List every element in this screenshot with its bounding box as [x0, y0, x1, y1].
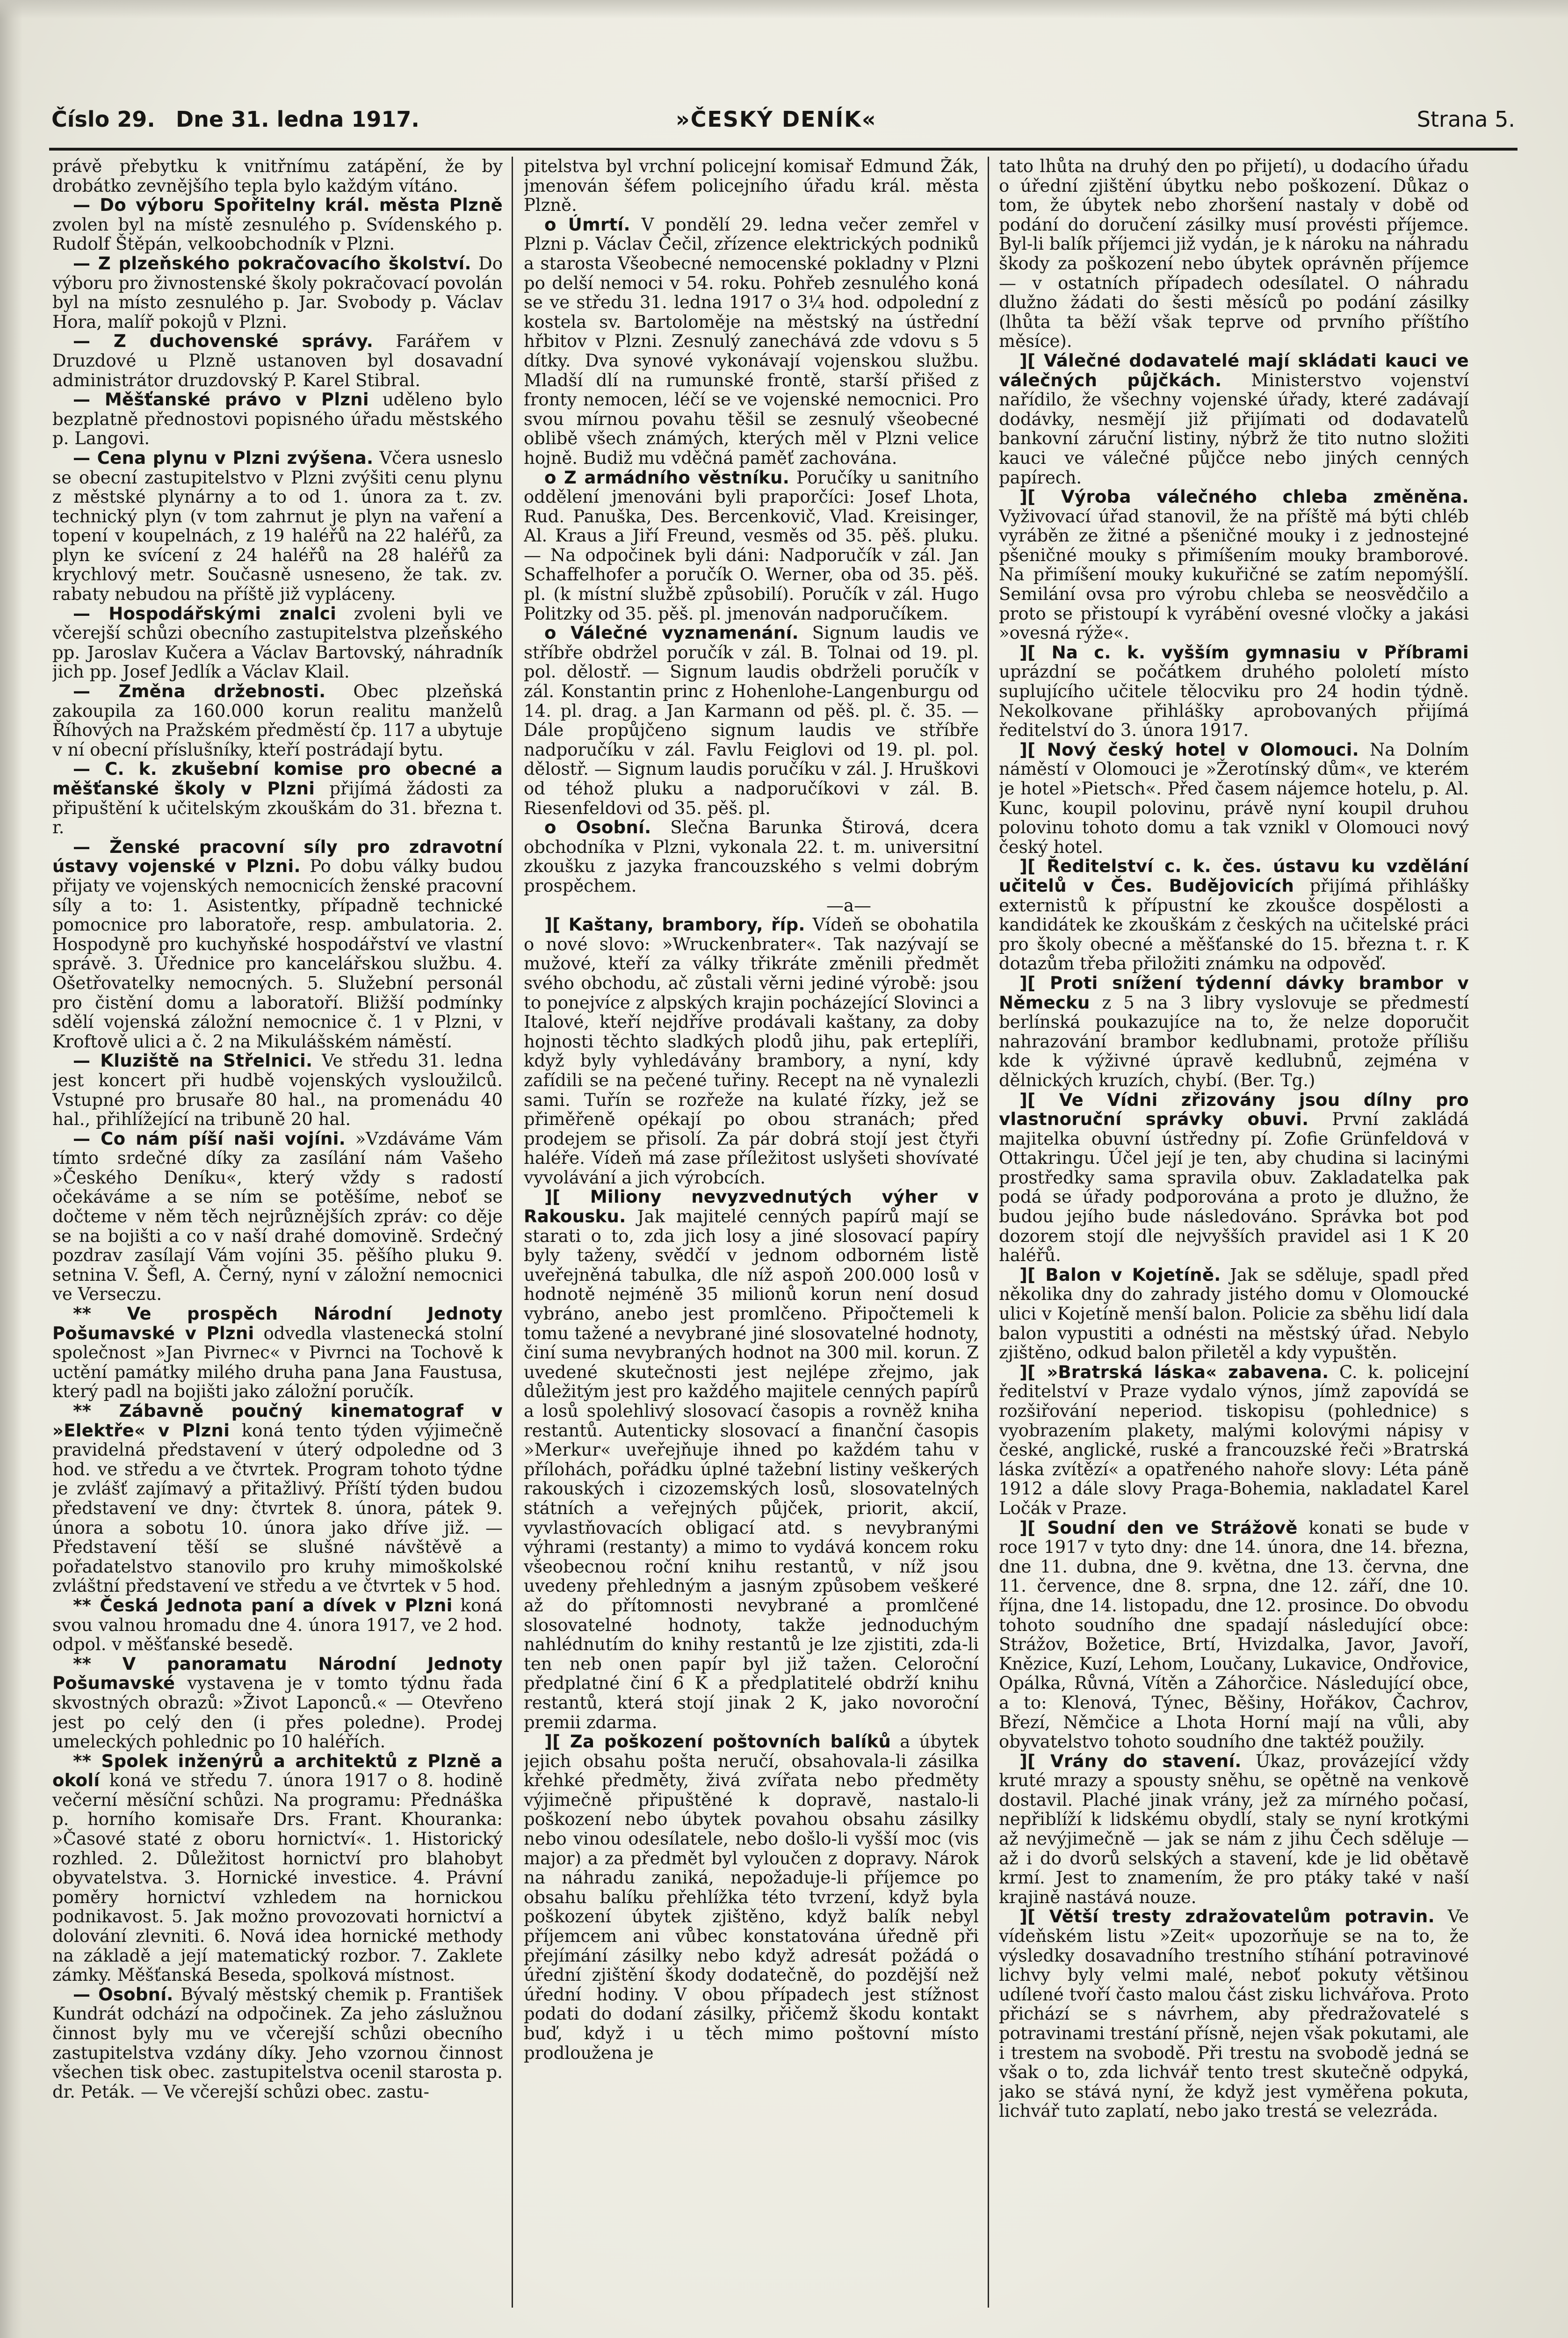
- article-body: právě přebytku k vnitřnímu zatápění, že by drobátko zevnějšího tepla bylo každým vítáno.: [52, 157, 503, 196]
- article-heading: ][ Vrány do stavení.: [1019, 1751, 1242, 1771]
- article-heading: — Z plzeňského pokračovacího školství.: [73, 253, 471, 274]
- article-body: »Vzdáváme Vám tímto srdečné díky za zasílání nám Vašeho »Českého Deníku«, který vždy s radostí očekáváme a se ním se potěšíme, neboť se dočteme v něm těch nejrůznějších zpráv: co děje se na bojišti a co v naší drahé domovině. Srdečný pozdrav zasílají Vám vojíni 35. pěšího pluku 9. setnina V. Šefl, A. Černý, nyní v záložní nemocnici ve Verseczu.: [52, 1128, 503, 1305]
- column-divider: [512, 157, 513, 2308]
- article-heading: ][ Balon v Kojetíně.: [1019, 1264, 1221, 1285]
- article-heading: — Hospodářskými znalci: [73, 603, 337, 624]
- article-body: uprázdní se počátkem druhého pololetí místo suplujícího učitele tělocviku pro 24 hodin týdně. Nekolkovane přihlášky aprobovaných přijímá ředitelství do 3. února 1917.: [999, 662, 1469, 741]
- article: [52, 1596, 503, 1654]
- article-heading: o Z armádního věstníku.: [544, 467, 790, 488]
- article-heading: o Válečné vyznamenání.: [544, 623, 799, 643]
- article-heading: — Z duchovenské správy.: [73, 331, 374, 352]
- article-heading: — C. k. zkušební komise pro obecné a měšťanské školy v Plzni: [52, 759, 503, 799]
- article-heading: — Změna držebnosti.: [73, 681, 326, 702]
- article: [52, 1129, 503, 1304]
- article-body: Signum laudis ve stříbře obdržel poručík v zál. B. Tolnai od 19. pl. pol. dělostř. — Signum laudis obdrželi poručík v zál. Konstantin princ z Hohenlohe-Langenburgu od 14. pl. drag. a Jan Karmann od pěš. pl. č. 35. — Dále propůjčeno signum laudis ve stříbře nadporučíku v zál. Favlu Feiglovi od 19. pl. pol. dělostř. — Signum laudis poručíku v zál. J. Hruškovi od téhož pluku a nadporučíkovi v zál. B. Riesenfeldovi od 35. pěš. pl.: [524, 623, 979, 818]
- article: [999, 157, 1469, 351]
- article-body: V pondělí 29. ledna večer zemřel v Plzni p. Václav Čečil, zřízence elektrických podniků a starosta Všeobecné nemocenské pokladny v Plzni po delší nemoci v 54. roku. Pohřeb zesnulého koná se ve středu 31. ledna 1917 o 3¼ hod. odpolední z kostela sv. Bartoloměje na městský na ústřední hřbitov v Plzni. Zesnulý zanechává zde vdovu s 5 dítky. Dva synové vykonávají vojenskou službu. Mladší dlí na rumunské frontě, starší přišed z fronty nemocen, léčí se ve vojenské nemocnici. Pro svou mírnou povahu těšil se zesnulý všeobecné oblibě všech známých, kterých měl v Plzni velice hojně. Budiž mu vděčná paměť zachována.: [524, 214, 979, 468]
- article: [524, 818, 979, 895]
- article-body: vystavena je v tomto týdnu řada skvostných obrazů: »Život Laponců.« — Otevřeno jest po celý den (i přes poledne). Prodej umeleckých pohlednic po 10 haléřích.: [52, 1673, 503, 1752]
- article-heading: ][ Větší tresty zdražovatelům potravin.: [1019, 1906, 1435, 1927]
- article-body: Na Dolním náměstí v Olomouci je »Žerotínský dům«, ve kterém je hotel »Pietsch«. Před časem nájemce hotelu, p. Al. Kunc, koupil polovinu, právě nyní koupil druhou polovinu tohoto domu a tak vznikl v Olomouci nový český hotel.: [999, 739, 1469, 857]
- page-top-shadow: [0, 0, 1568, 19]
- article-body: uděleno bylo bezplatně přednostovi popisného úřadu městského p. Langovi.: [52, 390, 503, 449]
- article-heading: ** V panoramatu Národní Jednoty Pošumavské: [52, 1653, 503, 1694]
- article-body: Ve středu 31. ledna jest koncert při hudbě vojenských vysloužilců. Vstupné pro brusaře 80 hal., na promenádu 40 hal., přihlížející na tribuně 20 hal.: [52, 1051, 503, 1130]
- column-2: [524, 157, 979, 2308]
- column-3: [999, 157, 1469, 2308]
- article-body: C. k. policejní ředitelství v Praze vydalo výnos, jímž zapovídá se rozšiřování neperiod. tiskopisu (pohlednice) s vyobrazením plakety, malými kolovými nápisy v české, anglické, ruské a francouzské řeči »Bratrská láska zvítězí« a opatřeného nahoře slovy: Léta páně 1912 a dále slovy Praga-Bohemia, nakladatel Karel Ločák v Praze.: [999, 1362, 1469, 1518]
- article-body: Vídeň se obohatila o nové slovo: »Wruckenbrater«. Tak nazývají se mužové, kteří za války třikráte změnili předmět svého obchodu, ač zůstali věrni jediné výrobě: jsou to ponejvíce z alpských krajin pocházející Slovinci a Italové, kteří nejdříve prodávali kaštany, za doby hojnosti těchto sladkých plodů jihu, pak erteplíři, když byly vyhledávány brambory, a nyní, kdy zafídili se na pečené tuřiny. Recept na ně vynalezli sami. Tuřín se rozřeže na kulaté řízky, jež se přiměřeně opékají po obou stranách; před prodejem se přisolí. Za pár dobrá stojí jest čtyři haléře. Vídeň má zase příležitost uslyšeti shovívaté vyvolávání a jich výrobcích.: [524, 915, 979, 1188]
- article-body: přijímá přihlášky externistů k přípustní ke zkoušce dospělosti a kandidátek ke zkouškám z českých na učitelské práci pro školy obecné a měšťanské do 15. března t. r. K dotazům třeba přiložiti známku na odpověď.: [999, 875, 1469, 974]
- article-body: Včera usneslo se obecní zastupitelstvo v Plzni zvýšiti cenu plynu z městské plynárny a to od 1. února za t. zv. technický plyn (v tom zahrnut je plyn na vaření a topení v koupelnách, z 19 haléřů na 22 haléřů, za plyn ke svícení z 24 haléřů na 28 haléřů za krychlový metr. Současně usneseno, že tak. zv. rabaty nebudou na příště již vypláceny.: [52, 447, 503, 605]
- article-heading: ][ Ve Vídni zřizovány jsou dílny pro vlastnoruční správky obuvi.: [999, 1090, 1469, 1130]
- article-heading: ** Zábavně poučný kinematograf v »Elektře« v Plzni: [52, 1401, 503, 1441]
- page-number: Strana 5.: [1416, 107, 1515, 132]
- article: [999, 857, 1469, 974]
- article: [999, 974, 1469, 1090]
- article: [52, 1752, 503, 1985]
- article-heading: ][ Na c. k. vyšším gymnasiu v Příbrami: [1019, 642, 1469, 663]
- article-body: Do výboru pro živnostenské školy pokračovací povolán byl na místo zesnulého p. Jar. Svobody p. Václav Hora, malíř pokojů v Plzni.: [52, 253, 503, 332]
- article-body: Vyživovací úřad stanovil, že na příště má býti chléb vyráběn ze žitné a pšeničné mouky i z jednostejné pšeničné mouky s přimíšením mouky bramborové. Na přimíšení mouky kukuřičné se zatím nepomýšlí. Semilání ovsa pro výrobu chleba se neosvědčilo a proto se přistoupí k vyrábění ovesné vločky a jakási »ovesná rýže«.: [999, 506, 1469, 643]
- article: [999, 1518, 1469, 1752]
- article-body: tato lhůta na druhý den po přijetí), u dodacího úřadu o úřední zjištění úbytku nebo poškození. Důkaz o tom, že úbytek nebo zhoršení nastaly v době od podání do doručení zásilky musí provésti příjemce. Byl-li balík příjemci již vydán, je k nároku na náhradu škody za poškození nebo úbytek oprávněn příjemce — v ostatních případech odesílatel. O náhradu dlužno žádati do šesti měsíců po podání zásilky (lhůta ta běží však teprve od prvního příštího měsíce).: [999, 157, 1469, 352]
- article-body: Ministerstvo vojenství nařídilo, že všechny vojenské úřady, které zadávají dodávky, nesmějí již přijímati od dodavatelů bankovní záruční listiny, nýbrž že tito nutno složiti kauci ve válečné půjčce nebo jiných cenných papírech.: [999, 370, 1469, 488]
- article-body: a úbytek jejich obsahu pošta neručí, obsahovala-li zásilka křehké předměty, živá zvířata nebo předměty výjimečně připuštěné k dopravě, nastalo-li poškození nebo úbytek povahou obsahu zásilky nebo vinou odesílatele, nebo došlo-li vyšší moc (vis major) a za předmět byl vyloučen z dopravy. Nárok na náhradu zaniká, nepožaduje-li příjemce po obsahu balíku přehlížka této tvrzení, když byla poškození úbytek zjištěno, když balík nebyl příjemcem ani vůbec konstatována úředně při přejímání zásilky nebo když adresát požádá o úřední zjištění škody dodatečně, do pozdější než úřední hodiny. V obou případech jest stížnost podati do dodaní zásilky, přičemž škodu kontakt buď, když i u těch mimo poštovní místo prodloužena je: [524, 1732, 979, 2063]
- article-body: koná tento týden výjimečně pravidelná představení v úterý odpoledne od 3 hod. ve středu a ve čtvrtek. Program tohoto týdne je zvlášť zajímavý a přitažlivý. Příští týden budou představení ve dny: čtvrtek 8. února, pátek 9. února a sobotu 10. února jako dříve již. — Představení těší se slušné návštěvě a pořadatelstvo stanovilo pro kruhy mimoškolské zvláštní představení ve středu a ve čtvrtek v 5 hod.: [52, 1420, 503, 1596]
- article-heading: ** Spolek inženýrů a architektů z Plzně a okolí: [52, 1751, 503, 1791]
- article-heading: ** Česká Jednota paní a dívek v Plzni: [73, 1595, 453, 1616]
- article-body: Poručíky u sanitního oddělení jmenováni byli praporčíci: Josef Lhota, Rud. Panuška, Des. Bercenkovič, Vlad. Kreisinger, Al. Kraus a Jiří Freund, vesměs od 35. pěš. pluku. — Na odpočinek byli dáni: Nadporučík v zál. Jan Schaffelhofer a poručík O. Werner, oba od 35. pěš. pl. (k místní službě způsobilí). Poručík v zál. Hugo Politzky od 35. pěš. pl. jmenován nadporučíkem.: [524, 467, 979, 624]
- column-1: [52, 157, 503, 2308]
- article-heading: — Osobní.: [73, 1984, 173, 2005]
- article: [52, 1051, 503, 1129]
- article-body: Ve vídeňském listu »Zeit« upozorňuje se na to, že výsledky dosavadního trestního stíhání potravinové lichvy byly velmi malé, neboť pokuty většinou udílené tvoří často malou část zisku lichvářova. Proto přichází se s návrhem, aby předražovatelé s potravinami trestání přísně, nejen však pokutami, ale i trestem na svobodě. Při trestu na svobodě jedná se však o to, zda lichvář tento trest skutečně odpyká, jako se stává nyní, že když jest vyměřena pokuta, lichvář tuto zaplatí, nebo jako trestá se velezráda.: [999, 1906, 1469, 2122]
- article: [52, 604, 503, 682]
- header-rule: [49, 148, 1517, 151]
- article-heading: — Kluziště na Střelnici.: [73, 1051, 313, 1071]
- article-body: odvedla vlastenecká stolní společnost »Jan Pivrnec« v Pivrnci na Tochově k uctění památky milého druha pana Jana Faustusa, který padl na bojišti jako záložní poručík.: [52, 1323, 503, 1402]
- article-body: zvoleni byli ve včerejší schůzi obecního zastupitelstva plzeňského pp. Jaroslav Kučera a Václav Bartovský, náhradník jich pp. Josef Jedlík a Václav Klail.: [52, 603, 503, 682]
- article-body: pitelstva byl vrchní policejní komisař Edmund Žák, jmenován šéfem policejního úřadu král. města Plzně.: [524, 157, 979, 216]
- article-body: koná ve středu 7. února 1917 o 8. hodině večerní měsíční schůzi. Na programu: Přednáška p. horního komisaře Drs. Frant. Khouranka: »Časové staté z oboru hornictví«. 1. Historický rozhled. 2. Důležitost hornictví pro blahobyt obyvatelstva. 3. Hornické investice. 4. Právní poměry hornictví vzhledem na hornickou podnikavost. 5. Jak možno provozovati hornictví a dolování zlevniti. 6. Nová idea hornické methody na základě a její matematický rozbor. 7. Zaklete zámky. Měšťanská Beseda, spolková místnost.: [52, 1770, 503, 1985]
- article-body: Slečna Barunka Štirová, dcera obchodníka v Plzni, vykonala 22. t. m. universitní zkoušku z jazyka francouzského s velmi dobrým prospěchem.: [524, 817, 979, 896]
- article: [52, 1401, 503, 1596]
- article: [999, 643, 1469, 740]
- article-body: Farářem v Druzdové u Plzně ustanoven byl dosavadní administrátor druzdovský P. Karel Stibral.: [52, 331, 503, 390]
- article: [524, 915, 979, 1187]
- article: [52, 448, 503, 604]
- article: [52, 1304, 503, 1401]
- article-heading: — Měšťanské právo v Plzni: [73, 390, 369, 410]
- article: [524, 157, 979, 215]
- page-gutter-shadow: [0, 0, 22, 2338]
- article: [999, 1090, 1469, 1265]
- article-body: Po dobu války budou přijaty ve vojenských nemocnicích ženské pracovní síly a to: 1. Asistentky, případně technické pomocnice pro laboratoře, resp. ambulatoria. 2. Hospodyně pro kuchyňské hospodářství ve vlastní správě. 3. Úřednice pro kancelářskou službu. 4. Ošetřovatelky nemocných. 5. Služební personál pro čistění domu a laboratoří. Bližší podmínky sdělí vojenská záložní nemocnice č. 1 v Plzni, v Kroftově ulici a č. 2 na Mikulášském náměstí.: [52, 856, 503, 1052]
- article-heading: ][ Výroba válečného chleba změněna.: [1019, 487, 1469, 507]
- article-heading: ** Ve prospěch Národní Jednoty Pošumavské v Plzni: [52, 1304, 503, 1343]
- article-body: přijímá žádosti za připuštění k učitelským zkouškám do 31. března t. r.: [52, 779, 503, 838]
- article: [524, 468, 979, 624]
- article-body: Obec plzeňská zakoupila za 160.000 korun realitu manželů Říhových na Pražském předměstí čp. 117 a ubytuje v ní obecní příslušníky, kteří postrádají bytu.: [52, 681, 503, 760]
- article-body: zvolen byl na místě zesnulého p. Svídenského p. Rudolf Štěpán, velkoobchodník v Plzni.: [52, 214, 503, 254]
- article: [524, 215, 979, 468]
- issue-number: Číslo 29.: [51, 107, 155, 132]
- article-body: První zakládá majitelka obuvní ústředny pí. Zofie Grünfeldová v Ottakringu. Účel její je ten, aby chudina si lacinými prostředky sama spravila obuv. Zakladatelka pak podá se úřady podporována a proto je dlužno, že budou jejího bude následováno. Správka bot pod dozorem stojí dle nejvyšších pravidel asi 1 K 20 haléřů.: [999, 1109, 1469, 1266]
- article-body: z 5 na 3 libry vyslovuje se předmestí berlínská poukazujíce na to, že nelze doporučit nahrazování brambor kedlubnami, protože přílišu kde k výživné úpravě kedlubnů, zejména v dělnických kruzích, chybí. (Ber. Tg.): [999, 992, 1469, 1090]
- article: [999, 1265, 1469, 1363]
- article-heading: ][ Válečné dodavatelé mají skládati kauci ve válečných půjčkách.: [999, 350, 1469, 390]
- article-heading: — Cena plynu v Plzni zvýšena.: [73, 447, 374, 468]
- article: [52, 1654, 503, 1752]
- article-heading: ][ »Bratrská láska« zabavena.: [1019, 1362, 1329, 1382]
- article: [524, 623, 979, 818]
- article-heading: — Ženské pracovní síly pro zdravotní ústavy vojenské v Plzni.: [52, 837, 503, 877]
- article: [52, 390, 503, 448]
- newspaper-title: »ČESKÝ DENÍK«: [676, 107, 877, 132]
- article: [999, 1752, 1469, 1907]
- article: [999, 487, 1469, 643]
- article: [52, 682, 503, 759]
- article-heading: ][ Proti snížení týdenní dávky brambor v Německu: [999, 973, 1469, 1013]
- article-body: Jak se sděluje, spadl před několika dny do zahrady jistého domu v Olomoucké ulici v Kojetíně menší balon. Policie za sběhu lidí dala balon vypustiti a odnésti na městský úřad. Nebylo zjištěno, odkud balon přiletěl a kdy vypuštěn.: [999, 1264, 1469, 1363]
- article-body: Bývalý městský chemik p. František Kundrát odchází na odpočinek. Za jeho záslužnou činnost byly mu ve včerejší schůzi obecního zastupitelstva vzdány díky. Jeho vzornou činnost všechen tisk obec. zastupitelstva ocenil starosta p. dr. Peták. — Ve včerejší schůzi obec. zastu-: [52, 1984, 503, 2102]
- article-heading: o Úmrtí.: [544, 214, 630, 235]
- page-header: [51, 107, 1515, 144]
- article: [524, 1732, 979, 2063]
- article: [52, 157, 503, 195]
- article-heading: ][ Soudní den ve Strážově: [1019, 1517, 1298, 1538]
- article: [524, 1187, 979, 1732]
- article-heading: ][ Nový český hotel v Olomouci.: [1019, 739, 1359, 760]
- column-divider: [988, 157, 989, 2308]
- article: [999, 1907, 1469, 2121]
- article: [52, 759, 503, 837]
- article-heading: o Osobní.: [544, 817, 651, 838]
- article: [999, 351, 1469, 487]
- article-body: Jak majitelé cenných papírů mají se starati o to, zda jich losy a jiné slosovací papíry byly taženy, svědčí v jednom odborném listě uveřejněná tabulka, dle níž aspoň 200.000 losů v hodnotě nejméně 35 milionů korun není dosud vybráno, anebo jest promlčeno. Připočtemeli k tomu tažené a nevybrané jiné slosovatelné hodnoty, činí suma nevybraných hodnot na 300 mil. korun. Z uvedené skutečnosti jest nejlépe zřejmo, jak důležitým jest pro každého majitele cenných papírů a losů spolehlivý slosovací časopis a rovněž kniha restantů. Autenticky slosovací a finanční časopis »Merkur« uveřejňuje ihned po každém tahu v přílohách, pořádku úplné tažební listiny veškerých rakouských i cizozemských losů, slosovatelných státních a veřejných půjček, priorit, akcií, vyvlastňovacích obligací atd. s nevybranými výhrami (restanty) a mimo to vydává koncem roku všeobecnou roční knihu restantů, v níž jsou uvedeny přehledným a jasným způsobem veškeré až do přítomnosti nevybrané a promlčené slosovatelné hodnoty, takže jednoduchým nahlédnutím do knihy restantů je lze zjistiti, zda-li ten neb onen papír byl již tažen. Celoroční předplatné činí 6 K a předplatitelé obdrží knihu restantů, která stojí jinak 2 K, jako novoroční premii zdarma.: [524, 1206, 979, 1732]
- article: [999, 740, 1469, 857]
- article-heading: — Co nám píší naši vojíni.: [73, 1128, 346, 1149]
- issue-date: Dne 31. ledna 1917.: [176, 107, 419, 132]
- article-heading: ][ Ředitelství c. k. čes. ústavu ku vzdělání učitelů v Čes. Budějovicích: [999, 856, 1469, 896]
- article: [52, 195, 503, 254]
- article-heading: ][ Miliony nevyzvednutých výher v Rakousku.: [524, 1187, 979, 1227]
- article-heading: ][ Za poškození poštovních balíků: [544, 1732, 891, 1752]
- article: [52, 1985, 503, 2102]
- article: [52, 332, 503, 390]
- article-heading: ][ Kaštany, brambory, říp.: [544, 915, 805, 935]
- article-body: Úkaz, provázející vždy kruté mrazy a spousty sněhu, se opětně na venkově dostavil. Plaché jinak vrány, jež za mírného počasí, nepřiblíží k lidskému obydlí, staly se nyní krotkými až nevýjimečně — jak se nám z jihu Čech sděluje — až i do dvorů selských a stavení, kde je lid obětavě krmí. Jest to znamením, že pro ptáky také v naší krajině nastává nouze.: [999, 1751, 1469, 1907]
- article-body: koná svou valnou hromadu dne 4. února 1917, ve 2 hod. odpol. v měšťanské besedě.: [52, 1595, 503, 1655]
- article: [52, 254, 503, 332]
- article: [52, 837, 503, 1052]
- article: [999, 1363, 1469, 1518]
- article-signature: —a—: [826, 895, 871, 916]
- article-heading: — Do výboru Spořitelny král. města Plzně: [73, 195, 503, 216]
- article-body: konati se bude v roce 1917 v tyto dny: dne 14. února, dne 14. března, dne 11. dubna, dne 9. května, dne 13. června, dne 11. července, dne 8. srpna, dne 12. září, dne 10. října, dne 14. listopadu, dne 12. prosince. Do obvodu tohoto soudního dne spadají následující obce: Strážov, Božetice, Brtí, Hvizdalka, Javor, Javoří, Knězice, Kuzí, Lehom, Loučany, Lukavice, Ondřovice, Opálka, Růvná, Vítěn a Záhorčice. Následující obce, a to: Klenová, Týnec, Běšiny, Hořákov, Čachrov, Březí, Němčice a Lhota Horní mají na vůli, aby obyvatelstvo tohoto soudního dne taktéž použily.: [999, 1517, 1469, 1752]
